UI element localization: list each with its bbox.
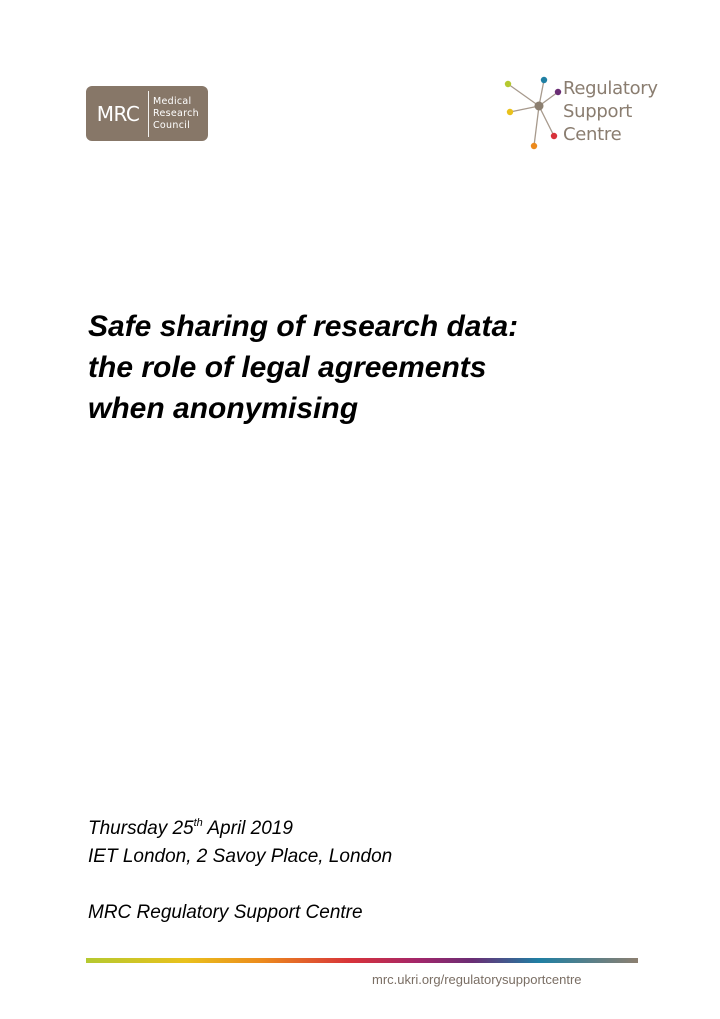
rsc-logo-text xyxy=(563,77,658,146)
title-line: the role of legal agreements xyxy=(88,351,487,384)
event-date xyxy=(88,815,392,843)
mrc-logo-word: Research xyxy=(153,107,199,119)
title-line: when anonymising xyxy=(88,392,359,425)
event-venue: IET London, 2 Savoy Place, London xyxy=(88,846,393,867)
mrc-logo-words xyxy=(149,96,199,132)
document-title xyxy=(88,306,688,429)
footer-url: mrc.ukri.org/regulatorysupportcentre xyxy=(372,972,582,987)
rsc-logo xyxy=(500,74,670,154)
rsc-logo-word: Centre xyxy=(563,124,622,145)
mrc-logo-word: Council xyxy=(153,119,191,131)
event-date-rest: April 2019 xyxy=(202,818,293,839)
footer-gradient-bar xyxy=(86,958,638,963)
mrc-logo-word: Medical xyxy=(153,95,192,107)
mrc-logo xyxy=(86,86,208,141)
event-info xyxy=(88,815,392,871)
organiser: MRC Regulatory Support Centre xyxy=(88,902,363,923)
mrc-logo-divider xyxy=(148,91,149,137)
event-date-day: Thursday 25 xyxy=(88,818,194,839)
event-date-suffix: th xyxy=(193,816,203,829)
mrc-logo-abbreviation: MRC xyxy=(96,101,140,126)
rsc-logo-word: Regulatory xyxy=(563,78,658,99)
rsc-network-icon xyxy=(500,74,562,154)
title-line: Safe sharing of research data: xyxy=(88,310,519,343)
rsc-logo-word: Support xyxy=(563,101,633,122)
